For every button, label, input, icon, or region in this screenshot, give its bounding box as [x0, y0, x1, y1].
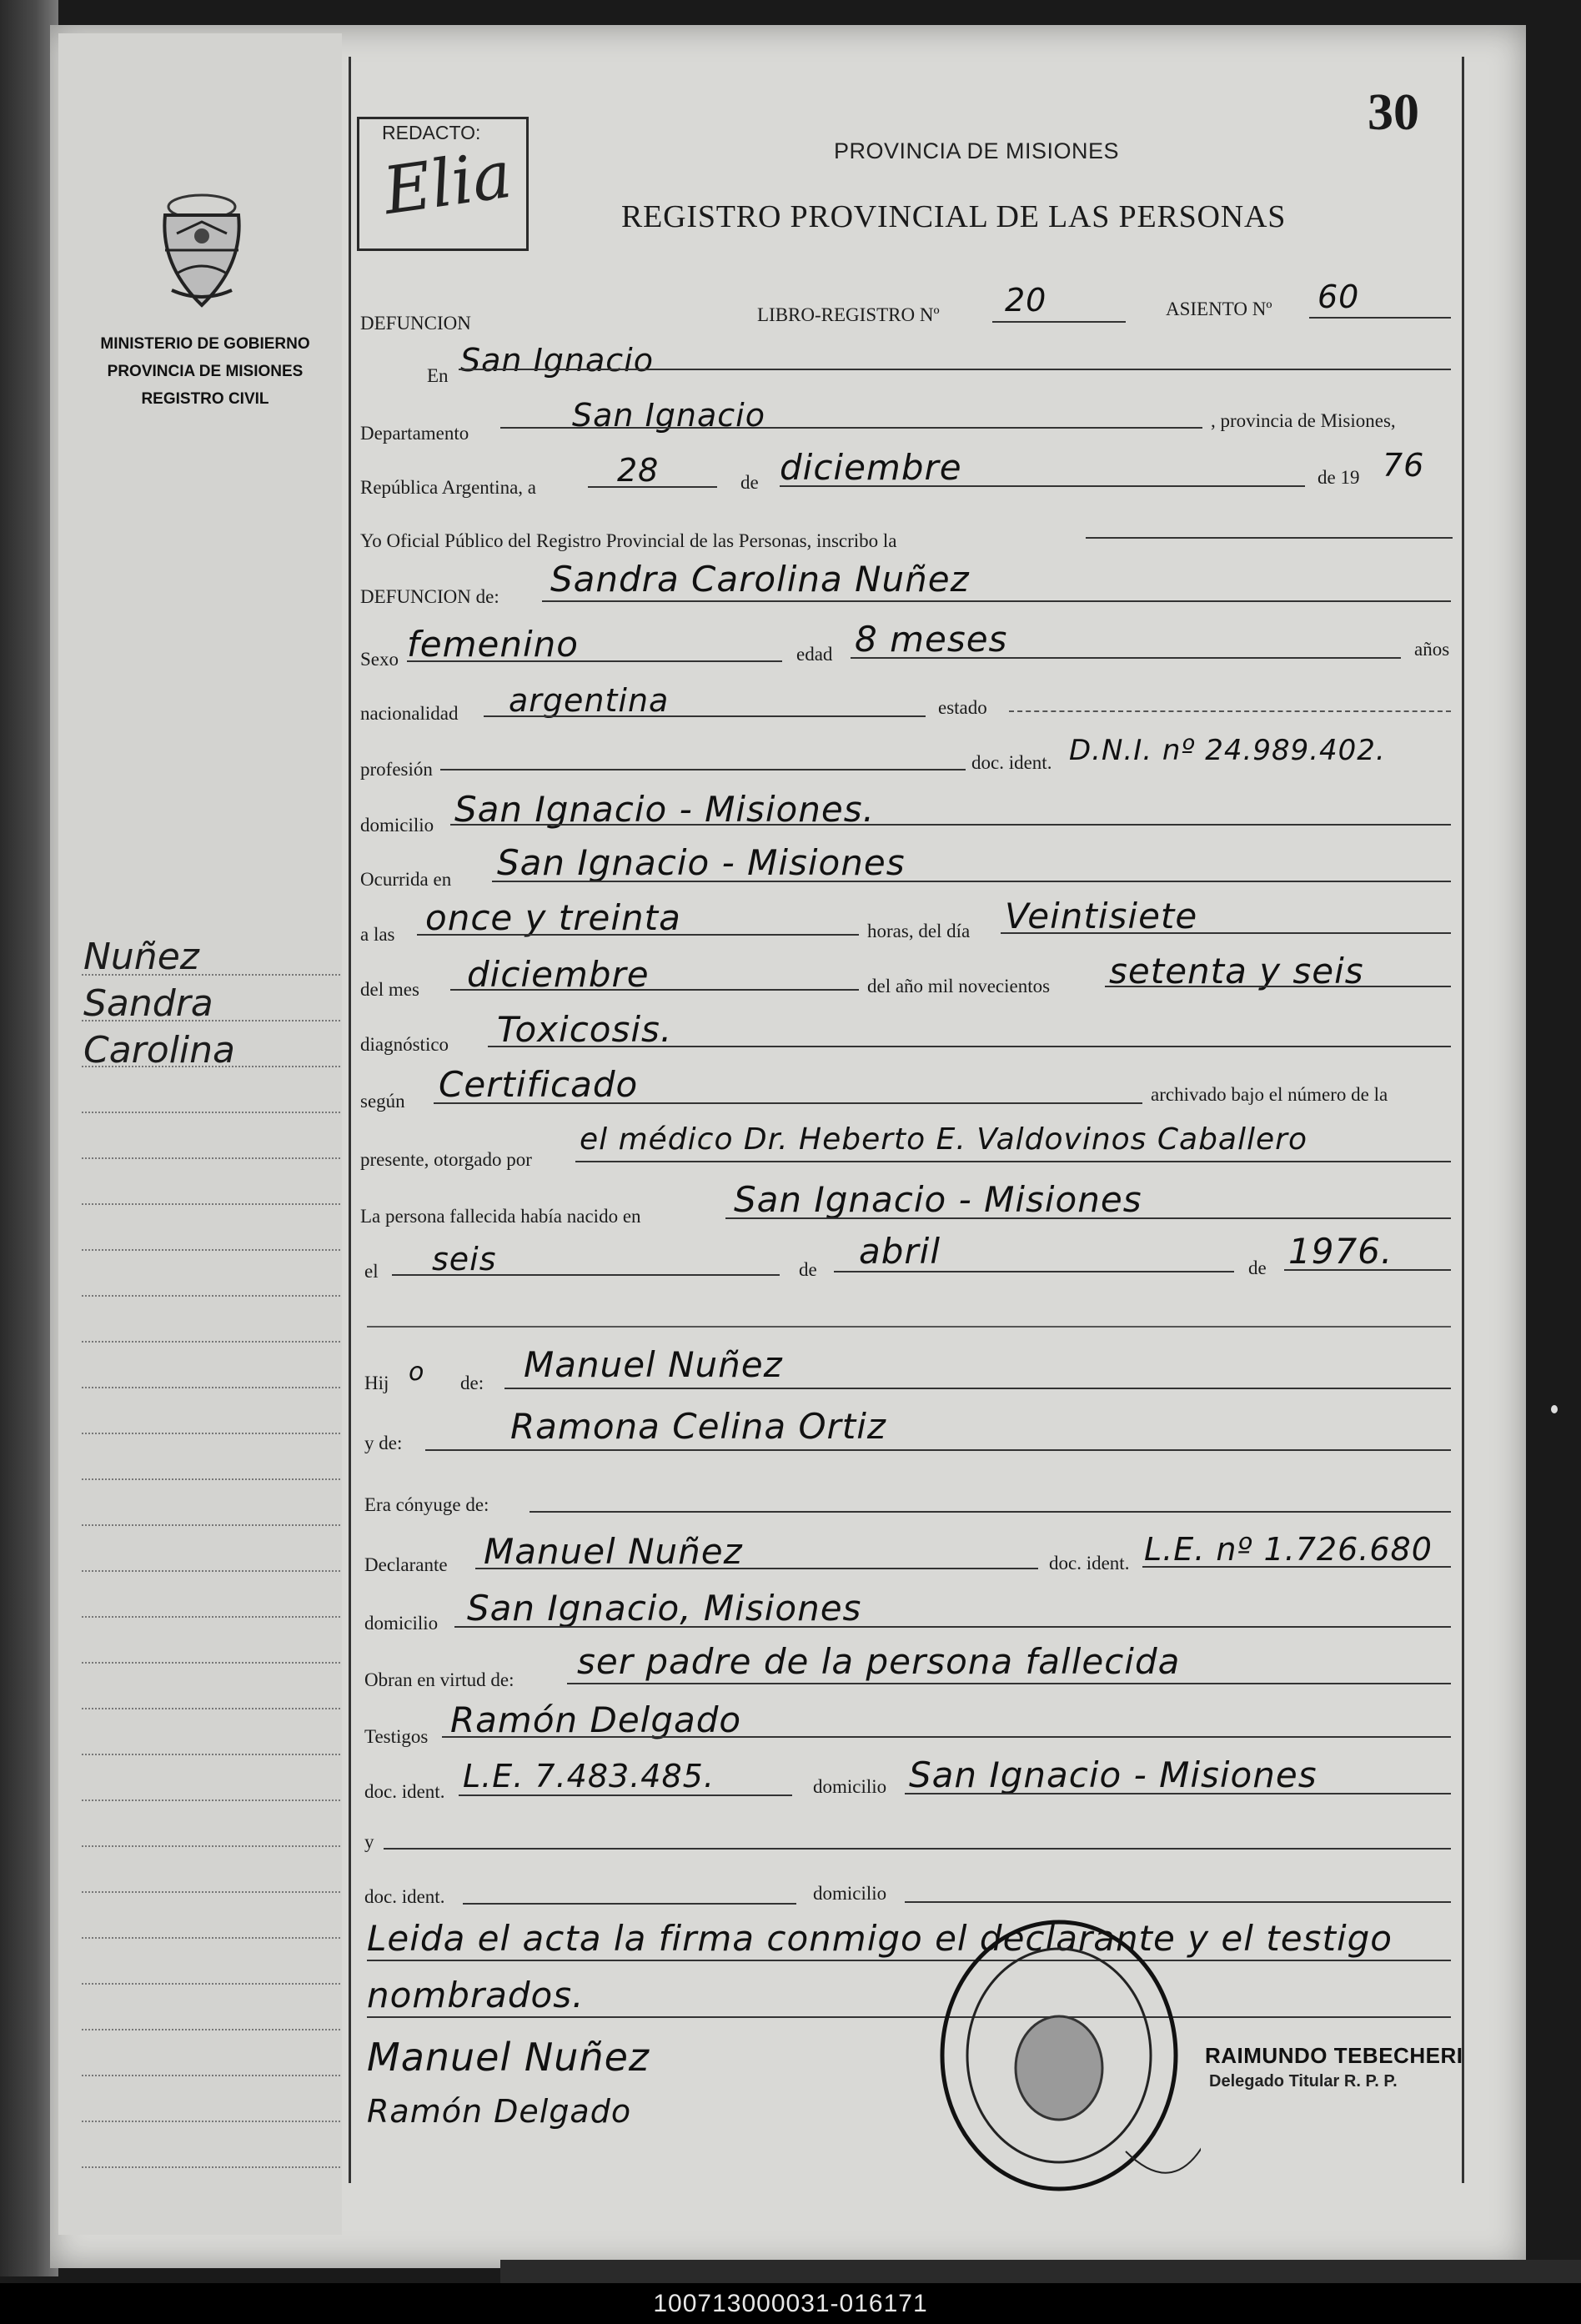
testigos-line: [442, 1736, 1451, 1738]
closing-rule-1: [367, 1960, 1451, 1961]
testigos-value: Ramón Delgado: [450, 1699, 742, 1740]
segun-value: Certificado: [439, 1064, 639, 1105]
domicilio-value: San Ignacio - Misiones.: [454, 789, 875, 830]
ocurrida-line: [492, 881, 1451, 882]
page-bottom-edge: [500, 2260, 1581, 2283]
stamp-official-name: RAIMUNDO TEBECHERI: [1205, 2043, 1463, 2068]
estado-line: [1009, 710, 1451, 712]
alas-value: once y treinta: [425, 897, 681, 938]
el-line: [392, 1274, 780, 1276]
redacto-label: REDACTO:: [382, 122, 481, 143]
declarante-label: Declarante: [364, 1554, 448, 1575]
libro-line: [992, 321, 1126, 323]
presente-label: presente, otorgado por: [360, 1149, 532, 1170]
presente-line: [575, 1161, 1451, 1162]
diagnostico-value: Toxicosis.: [497, 1009, 673, 1050]
profesion-label: profesión: [360, 759, 433, 780]
margin-rules: [82, 930, 340, 2168]
image-id: 100713000031-016171: [653, 2289, 928, 2317]
asiento-value: 60: [1318, 279, 1360, 315]
sexo-line: [407, 660, 782, 662]
ministry-line-3: REGISTRO CIVIL: [141, 390, 269, 408]
hijo-line: [504, 1388, 1451, 1389]
nac-anio-value: 1976.: [1288, 1231, 1393, 1272]
obran-line: [567, 1683, 1451, 1684]
delmes-value: diciembre: [467, 954, 650, 995]
en-label: En: [427, 365, 449, 386]
de-abril-label: de: [799, 1259, 817, 1280]
signature-declarante: Manuel Nuñez: [367, 2035, 650, 2080]
page-mark: [1551, 1405, 1558, 1413]
nac-anio-line: [1284, 1269, 1451, 1271]
horas-value: Veintisiete: [1005, 896, 1198, 936]
presente-value: el médico Dr. Heberto E. Valdovinos Caballero: [580, 1122, 1307, 1157]
obran-value: ser padre de la persona fallecida: [577, 1641, 1181, 1682]
test-doc-label: doc. ident.: [364, 1781, 445, 1802]
dia-value: 28: [617, 452, 660, 489]
decl-doc-label: doc. ident.: [1049, 1553, 1130, 1574]
alas-line: [417, 934, 859, 936]
closing-line-2: nombrados.: [367, 1975, 585, 2015]
official-seal-icon: [926, 1901, 1201, 2201]
declarante-value: Manuel Nuñez: [484, 1531, 743, 1572]
decl-doc-line: [1142, 1566, 1451, 1568]
closing-line-1: Leida el acta la firma conmigo el declarante y el testigo: [367, 1918, 1393, 1959]
test-doc-value: L.E. 7.483.485.: [463, 1758, 715, 1794]
dia-line: [588, 486, 717, 488]
nacido-value: San Ignacio - Misiones: [734, 1179, 1142, 1220]
province-title: PROVINCIA DE MISIONES: [834, 138, 1120, 163]
margin-line-2: Sandra: [83, 982, 213, 1025]
asiento-label: ASIENTO Nº: [1166, 299, 1272, 319]
segun-label: según: [360, 1091, 405, 1112]
ministry-line-2: PROVINCIA DE MISIONES: [107, 363, 304, 380]
diagnostico-label: diagnóstico: [360, 1034, 449, 1055]
test-dom-value: San Ignacio - Misiones: [909, 1754, 1318, 1795]
hijo-o: o: [409, 1358, 425, 1387]
de-anio-label: de: [1248, 1257, 1267, 1278]
ocurrida-label: Ocurrida en: [360, 869, 452, 890]
departamento-value: San Ignacio: [572, 397, 765, 434]
footer-bar: [0, 2283, 1581, 2324]
edad-label: edad: [796, 644, 833, 665]
dom2-label: domicilio: [813, 1883, 887, 1904]
horas-line: [1001, 932, 1451, 934]
stamp-official-title: Delegado Titular R. P. P.: [1209, 2072, 1398, 2091]
margin-line-3: Carolina: [83, 1029, 235, 1072]
yde-label: y de:: [364, 1433, 403, 1453]
profesion-line: [440, 769, 966, 770]
registry-title: REGISTRO PROVINCIAL DE LAS PERSONAS: [621, 199, 1287, 234]
page-number: 30: [1368, 84, 1419, 141]
el-value: seis: [432, 1241, 497, 1277]
nacido-label: La persona fallecida había nacido en: [360, 1206, 641, 1227]
abril-value: abril: [859, 1231, 941, 1272]
nacionalidad-line: [484, 715, 926, 717]
diagnostico-line: [488, 1046, 1451, 1047]
redacto-signature: Elia: [379, 137, 516, 230]
yde-line: [425, 1449, 1451, 1451]
doc2-label: doc. ident.: [364, 1886, 445, 1907]
test-doc-line: [459, 1794, 792, 1796]
en-value: San Ignacio: [460, 342, 654, 379]
libro-label: LIBRO-REGISTRO Nº: [757, 304, 940, 325]
defuncion-de-value: Sandra Carolina Nuñez: [550, 559, 970, 600]
defuncion-de-line: [542, 600, 1451, 602]
hijo-label: Hij: [364, 1373, 389, 1393]
yde-value: Ramona Celina Ortiz: [510, 1406, 886, 1447]
oficial-text: Yo Oficial Público del Registro Provincial de las Personas, inscribo la: [360, 530, 897, 551]
asiento-line: [1309, 317, 1451, 319]
departamento-label: Departamento: [360, 423, 469, 444]
estado-label: estado: [938, 697, 987, 718]
edad-value: 8 meses: [855, 619, 1008, 660]
doc-ident-label: doc. ident.: [971, 752, 1052, 773]
domicilio-line: [450, 824, 1451, 826]
nacionalidad-value: argentina: [509, 682, 670, 719]
decl-dom-line: [454, 1626, 1451, 1628]
delanio-label: del año mil novecientos: [867, 976, 1051, 996]
departamento-line: [500, 427, 1202, 429]
en-line: [459, 369, 1451, 370]
libro-value: 20: [1005, 282, 1047, 319]
delmes-line: [450, 989, 859, 991]
provincia-label: , provincia de Misiones,: [1211, 410, 1396, 431]
ministry-heading: [80, 330, 330, 413]
oficial-line: [1086, 537, 1453, 539]
mes-line: [780, 485, 1305, 487]
ministry-line-1: MINISTERIO DE GOBIERNO: [100, 335, 310, 353]
hijo-value: Manuel Nuñez: [524, 1344, 783, 1385]
ocurrida-value: San Ignacio - Misiones: [497, 842, 906, 883]
conyuge-line: [530, 1511, 1451, 1513]
decl-dom-label: domicilio: [364, 1613, 439, 1634]
closing-rule-2: [367, 2016, 1451, 2018]
mes-value: diciembre: [780, 447, 962, 488]
segun-line: [434, 1102, 1142, 1104]
margin-annotation: [83, 934, 235, 1074]
delanio-value: setenta y seis: [1109, 951, 1364, 991]
domicilio-label: domicilio: [360, 815, 434, 836]
margin-line-1: Nuñez: [83, 936, 199, 978]
nacido-line: [725, 1217, 1451, 1219]
alas-label: a las: [360, 924, 395, 945]
declarante-line: [475, 1568, 1038, 1569]
test-dom-label: domicilio: [813, 1776, 887, 1797]
record-type-label: DEFUNCION: [360, 313, 471, 334]
doc-ident-value: D.N.I. nº 24.989.402.: [1069, 734, 1386, 767]
delanio-line: [1105, 986, 1451, 987]
conyuge-label: Era cónyuge de:: [364, 1494, 489, 1515]
republica-label: República Argentina, a: [360, 477, 536, 498]
el-label: el: [364, 1261, 379, 1282]
defuncion-de-label: DEFUNCION de:: [360, 586, 499, 607]
coat-of-arms-icon: [148, 190, 255, 312]
anio-value: 76: [1383, 447, 1425, 484]
testigos-label: Testigos: [364, 1726, 429, 1747]
anios-label: años: [1414, 639, 1450, 660]
de-label: de: [740, 472, 759, 493]
abril-line: [834, 1271, 1234, 1272]
signature-testigo: Ramón Delgado: [367, 2093, 632, 2130]
doc2-line: [463, 1903, 796, 1905]
decl-doc-value: L.E. nº 1.726.680: [1144, 1531, 1433, 1568]
y-line: [384, 1848, 1451, 1850]
test-dom-line: [905, 1793, 1451, 1794]
y-label: y: [364, 1831, 374, 1852]
sexo-label: Sexo: [360, 649, 399, 670]
delmes-label: del mes: [360, 979, 419, 1000]
sexo-value: femenino: [407, 624, 579, 665]
horas-label: horas, del día: [867, 921, 971, 941]
decl-dom-value: San Ignacio, Misiones: [467, 1588, 862, 1629]
de19-label: de 19: [1318, 467, 1360, 488]
section-divider: [367, 1326, 1451, 1328]
archivado-label: archivado bajo el número de la: [1151, 1084, 1388, 1105]
nacionalidad-label: nacionalidad: [360, 703, 459, 724]
edad-line: [851, 657, 1401, 659]
obran-label: Obran en virtud de:: [364, 1669, 514, 1690]
hijo-de-label: de:: [460, 1373, 484, 1393]
